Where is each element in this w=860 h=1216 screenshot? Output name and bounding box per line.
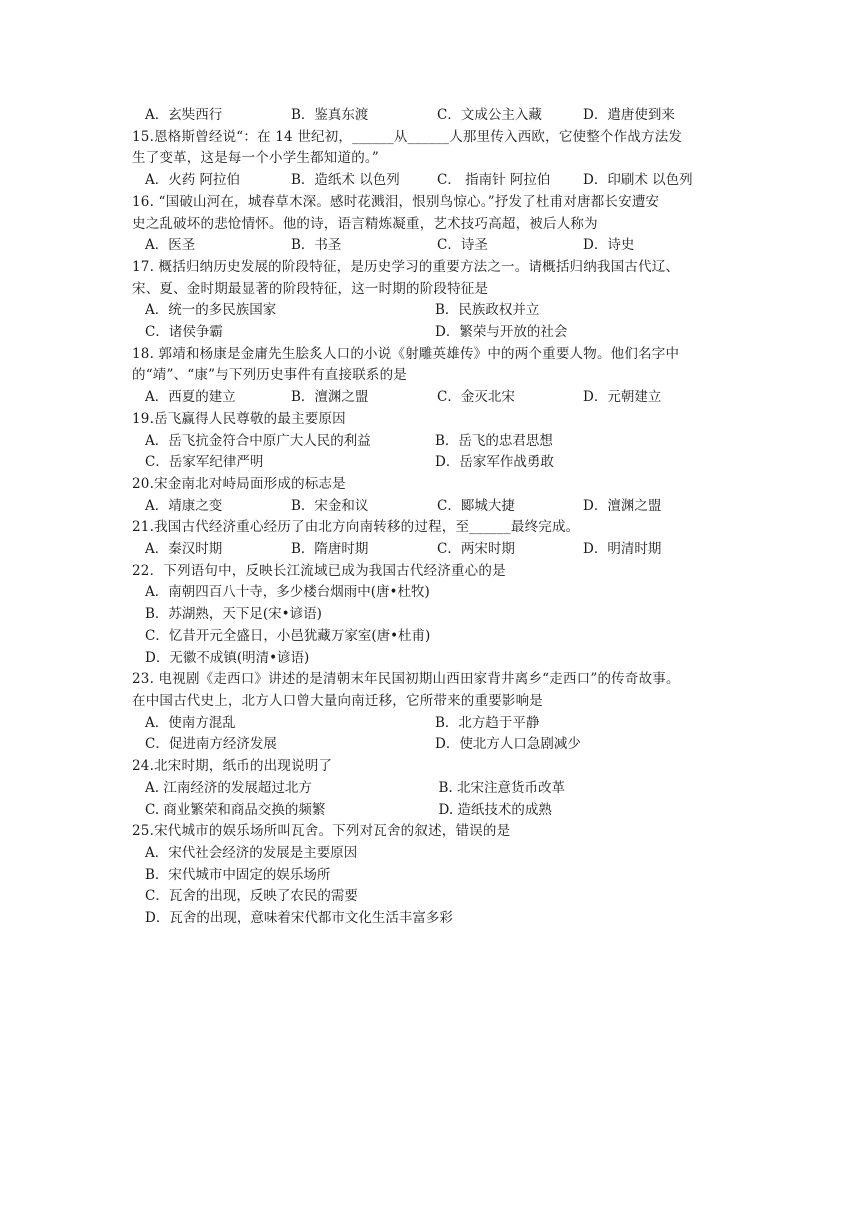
answer-option: B．民族政权并立: [435, 302, 540, 319]
answer-option: B. 北宋注意货币改革: [438, 779, 566, 796]
answer-options-row: [132, 387, 732, 409]
answer-option: D．遣唐使到来: [583, 107, 675, 123]
answer-option: B．隋唐时期: [291, 541, 369, 558]
answer-option: A．火药 阿拉伯: [145, 172, 241, 189]
answer-option: C．诸侯争霸: [145, 324, 223, 341]
answer-options-row: [132, 452, 732, 474]
answer-option: B．书圣: [291, 237, 342, 254]
question-stem-line: 24.北宋时期，纸币的出现说明了: [132, 758, 333, 775]
answer-options-row: [132, 322, 732, 344]
answer-option: B．苏湖熟，天下足(宋•谚语): [145, 606, 322, 623]
answer-options-row: [132, 778, 732, 800]
answer-option: A. 江南经济的发展超过北方: [145, 779, 312, 796]
answer-option: A．医圣: [145, 237, 196, 254]
question-stem-line: 23. 电视剧《走西口》讲述的是清朝末年民国初期山西田家背井离乡“走西口”的传奇故事。: [132, 671, 680, 688]
answer-option: D．使北方人口急剧减少: [435, 736, 581, 753]
answer-options-row: [132, 300, 732, 322]
question-q23: [132, 669, 732, 756]
question-stem-line: 的“靖”、“康”与下列历史事件有直接联系的是: [132, 367, 408, 384]
answer-options-row: [132, 800, 732, 822]
question-stem-line: 20.宋金南北对峙局面形成的标志是: [132, 475, 346, 492]
answer-options-row: [132, 235, 732, 257]
answer-option: C. 商业繁荣和商品交换的频繁: [145, 801, 326, 818]
answer-options-row: [132, 713, 732, 735]
answer-options-row: [132, 431, 732, 453]
question-q25: [132, 821, 732, 930]
answer-options-row: [132, 170, 732, 192]
answer-option: D．诗史: [583, 237, 635, 254]
question-stem-line: 在中国古代史上，北方人口曾大量向南迁移，它所带来的重要影响是: [132, 692, 543, 709]
question-q24: [132, 756, 732, 821]
answer-option: C．岳家军纪律严明: [145, 454, 264, 471]
answer-options-row: [132, 496, 732, 518]
answer-option: D．澶渊之盟: [583, 497, 662, 514]
answer-options-row: [132, 734, 732, 756]
answer-option: B．岳飞的忠君思想: [435, 432, 553, 449]
answer-option: C．郾城大捷: [437, 497, 515, 514]
answer-option: B．宋金和议: [291, 497, 369, 514]
question-list: [132, 105, 732, 930]
question-stem-line: 19.岳飞赢得人民尊敬的最主要原因: [132, 410, 346, 427]
question-q14-tail: [132, 105, 732, 127]
answer-option: C．瓦舍的出现，反映了农民的需要: [145, 888, 358, 905]
answer-option: A．南朝四百八十寺，多少楼台烟雨中(唐•杜牧): [145, 584, 430, 601]
answer-option: A．岳飞抗金符合中原广大人民的利益: [145, 432, 371, 449]
question-stem-line: 21.我国古代经济重心经历了由北方向南转移的过程，至______最终完成。: [132, 519, 580, 536]
answer-option: A．靖康之变: [145, 497, 223, 514]
answer-option: D．元朝建立: [583, 389, 662, 406]
question-q17: [132, 257, 732, 344]
answer-option: B．鉴真东渡: [291, 107, 369, 123]
answer-option: A．宋代社会经济的发展是主要原因: [145, 844, 358, 861]
answer-option: D．明清时期: [583, 541, 662, 558]
question-stem-line: 18. 郭靖和杨康是金庸先生脍炙人口的小说《射雕英雄传》中的两个重要人物。他们名字中: [132, 345, 680, 362]
question-stem-line: 15.恩格斯曾经说“：在 14 世纪初，______从______人那里传入西欧，它使整个作战方法发: [132, 128, 683, 145]
question-stem-line: 宋、夏、金时期最显著的阶段特征，这一时期的阶段特征是: [132, 280, 489, 297]
question-stem-line: 22．下列语句中，反映长江流域已成为我国古代经济重心的是: [132, 562, 506, 579]
answer-option: C．金灭北宋: [437, 389, 515, 406]
answer-option: B．宋代城市中固定的娱乐场所: [145, 866, 331, 883]
answer-option: D．无徽不成镇(明清•谚语): [145, 649, 310, 666]
answer-option: C．诗圣: [437, 237, 488, 254]
answer-option: C．忆昔开元全盛日，小邑犹藏万家室(唐•杜甫): [145, 627, 431, 644]
question-q16: [132, 192, 732, 257]
question-q21: [132, 517, 732, 560]
answer-option: D．岳家军作战勇敢: [435, 454, 554, 471]
question-stem-line: 16. “国破山河在，城春草木深。感时花溅泪，恨别鸟惊心。”抒发了杜甫对唐都长安遭安: [132, 193, 660, 210]
question-stem-line: 生了变革，这是每一个小学生都知道的。”: [132, 150, 379, 167]
question-q18: [132, 344, 732, 409]
question-q20: [132, 474, 732, 517]
question-q15: [132, 127, 732, 192]
answer-option: C．两宋时期: [437, 541, 515, 558]
answer-option: C． 指南针 阿拉伯: [437, 172, 551, 189]
answer-option: A．玄奘西行: [145, 107, 223, 123]
answer-option: D. 造纸技术的成熟: [438, 801, 552, 818]
answer-option: A．秦汉时期: [145, 541, 223, 558]
answer-option: C．文成公主入藏: [437, 107, 542, 123]
answer-option: A．西夏的建立: [145, 389, 236, 406]
answer-option: A．统一的多民族国家: [145, 302, 277, 319]
answer-option: D．印刷术 以色列: [583, 172, 693, 189]
question-q22: [132, 561, 732, 670]
question-stem-line: 17. 概括归纳历史发展的阶段特征，是历史学习的重要方法之一。请概括归纳我国古代辽、: [132, 258, 680, 275]
answer-option: D．繁荣与开放的社会: [435, 324, 568, 341]
answer-option: B．澶渊之盟: [291, 389, 369, 406]
answer-option: B．北方趋于平静: [435, 714, 540, 731]
answer-option: A．使南方混乱: [145, 714, 236, 731]
answer-option: B．造纸术 以色列: [291, 172, 400, 189]
answer-option: C．促进南方经济发展: [145, 736, 277, 753]
answer-option: D．瓦舍的出现，意味着宋代都市文化生活丰富多彩: [145, 910, 453, 927]
answer-options-row: [132, 539, 732, 561]
answer-options-row: [132, 105, 732, 127]
question-stem-line: 史之乱破坏的悲怆情怀。他的诗，语言精炼凝重，艺术技巧高超，被后人称为: [132, 215, 598, 232]
question-stem-line: 25.宋代城市的娱乐场所叫瓦舍。下列对瓦舍的叙述，错误的是: [132, 823, 511, 840]
question-q19: [132, 409, 732, 474]
